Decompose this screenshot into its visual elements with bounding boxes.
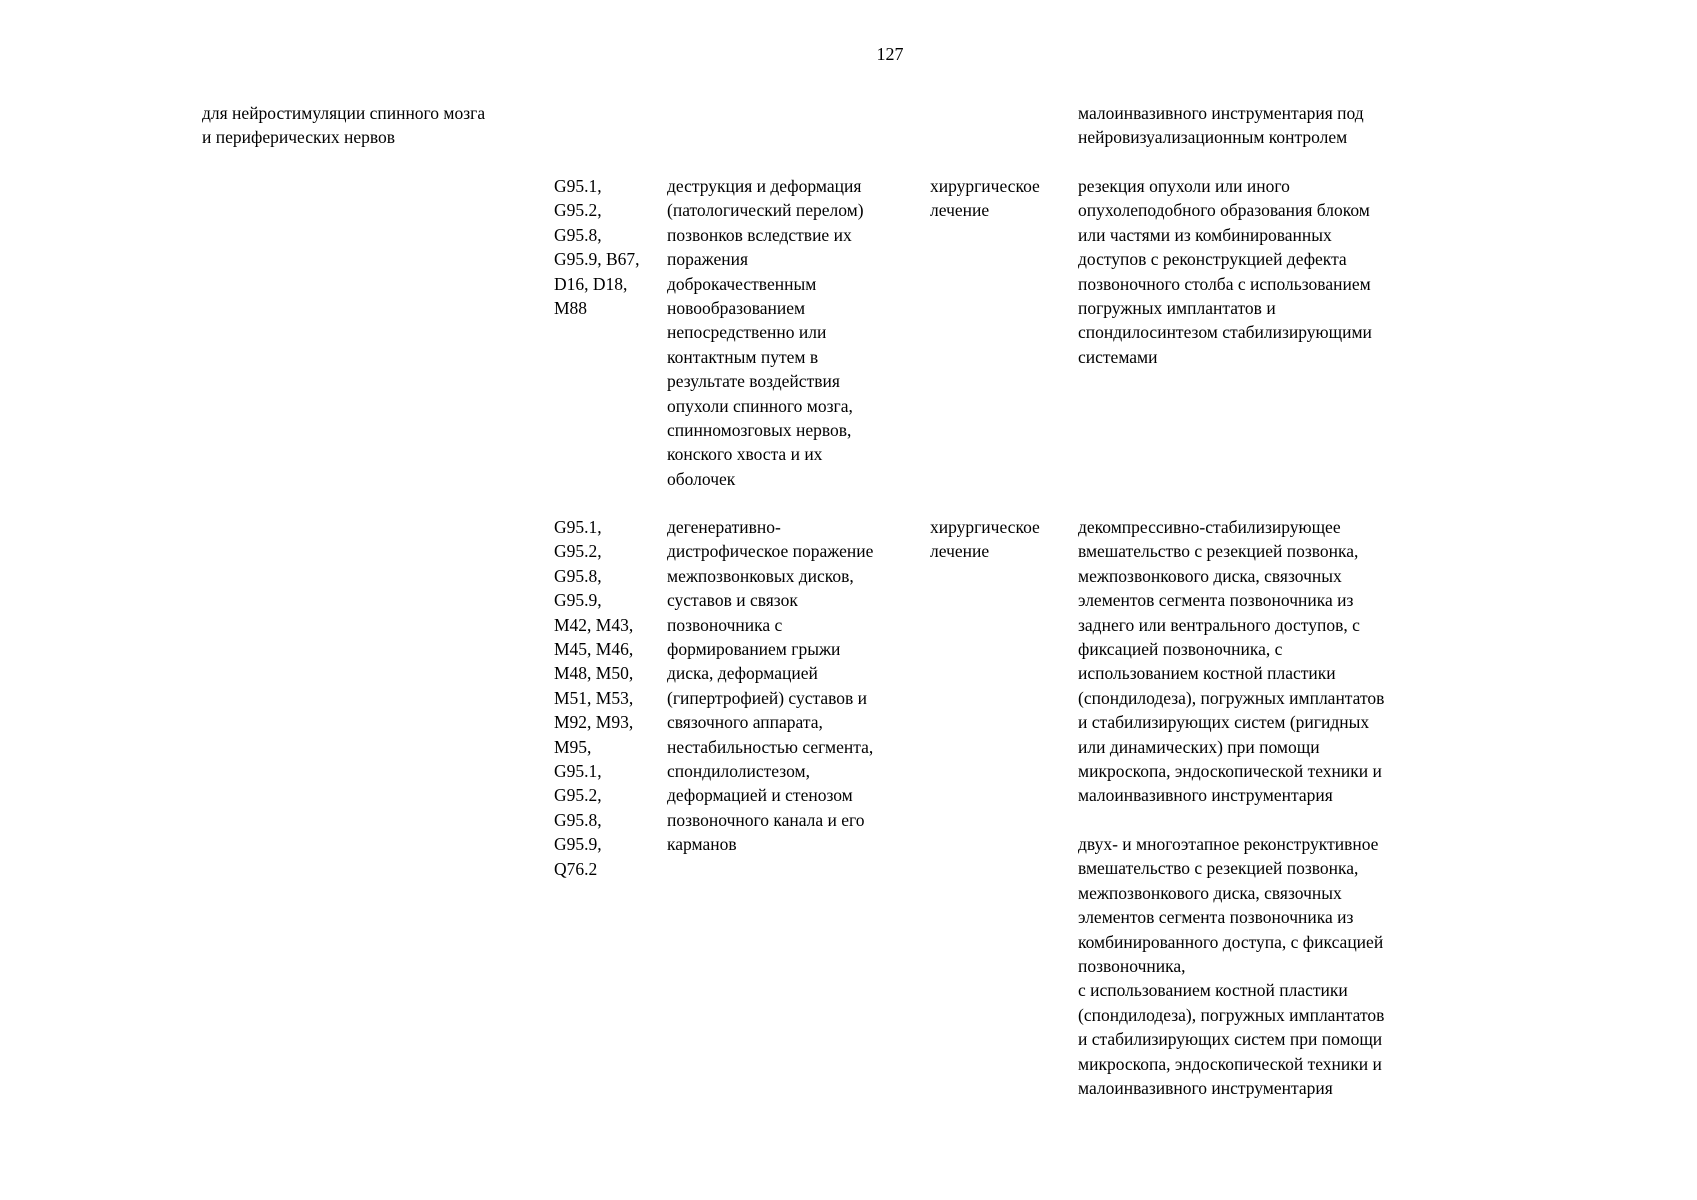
page-number: 127 [876,44,904,64]
treatment-method: двух- и многоэтапное реконструктивное вмешательство с резекцией позвонка, межпозвонкового диска, связочных элементов сегмента позвоночника из комбинированного доступа, с фиксацией позвоночника, с использованием костной пластики (спондилодеза), погружных имплантатов и стабилизирующих систем при помощи микроскопа, эндоскопической техники и малоинвазивного инструментария [1078,834,1385,1099]
treatment-type: хирургическое лечение [930,176,1040,221]
treatment-type: хирургическое лечение [930,517,1040,562]
treatment-method: декомпрессивно-стабилизирующее вмешательство с резекцией позвонка, межпозвонкового диска, связочных элементов сегмента позвоночника из заднего или вентрального доступов, с фиксацией позвоночника, с использованием костной пластики (спондилодеза), погружных имплантатов и стабилизирующих систем (ригидных или динамических) при помощи микроскопа, эндоскопической техники и малоинвазивного инструментария [1078,517,1385,806]
icd-codes: G95.1, G95.2, G95.8, G95.9, M42, M43, M45, M46, M48, M50, M51, M53, M92, M93, M95, G95.1, G95.2, G95.8, G95.9, Q76.2 [554,517,634,879]
patient-model: деструкция и деформация (патологический перелом) позвонков вследствие их поражения доброкачественным новообразованием непосредственно или контактным путем в результате воздействия опухоли спинного мозга, спинномозговых нервов, конского хвоста и их оболочек [667,176,864,489]
service-name-continuation: для нейростимуляции спинного мозга и периферических нервов [202,103,486,148]
icd-codes: G95.1, G95.2, G95.8, G95.9, B67, D16, D18, M88 [554,176,640,319]
method-continuation: малоинвазивного инструментария под нейровизуализационным контролем [1078,103,1364,148]
patient-model: дегенеративно- дистрофическое поражение межпозвонковых дисков, суставов и связок позвоночника с формированием грыжи диска, деформацией (гипертрофией) суставов и связочного аппарата, нестабильностью сегмента, спондилолистезом, деформацией и стенозом позвоночного канала и его карманов [667,517,874,855]
treatment-method: резекция опухоли или иного опухолеподобного образования блоком или частями из комбинированных доступов с реконструкцией дефекта позвоночного столба с использованием погружных имплантатов и спондилосинтезом стабилизирующими системами [1078,176,1372,367]
